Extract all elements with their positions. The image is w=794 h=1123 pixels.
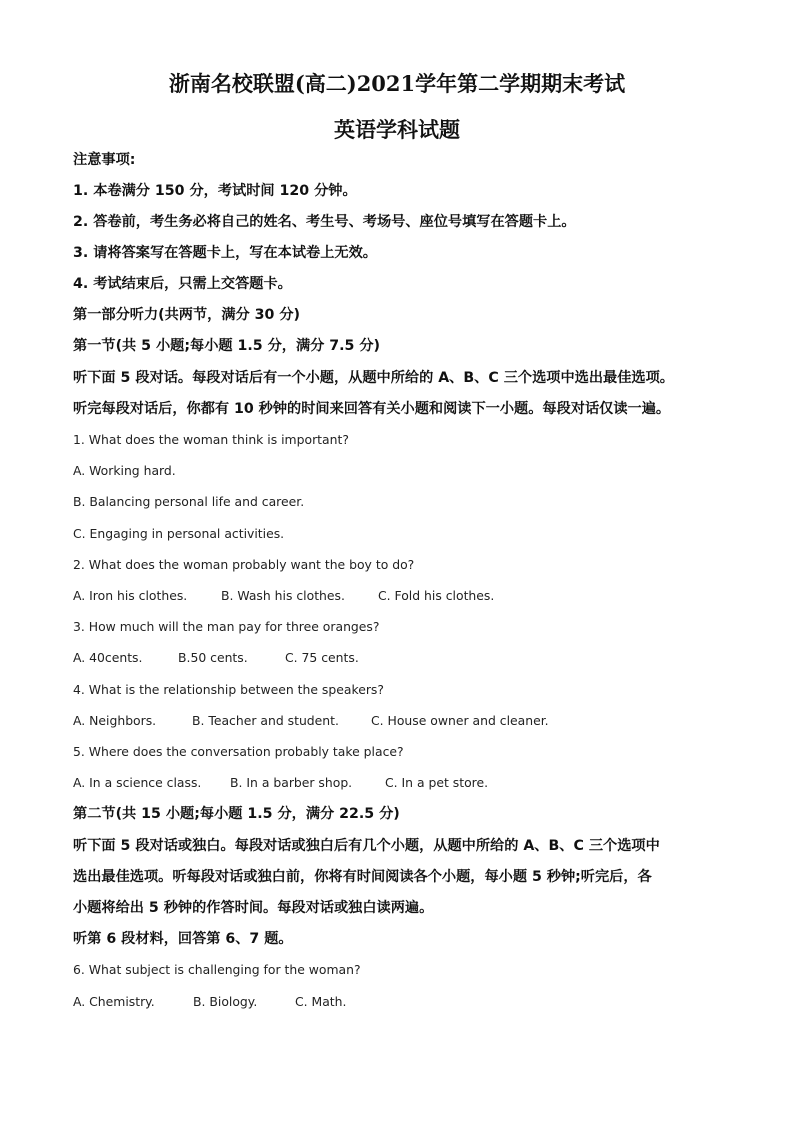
q3-option-a: A. 40cents. bbox=[73, 650, 143, 665]
q5-option-b: B. In a barber shop. bbox=[230, 775, 353, 790]
question-2: 2. What does the woman probably want the boy to do? bbox=[73, 557, 415, 572]
question-3: 3. How much will the man pay for three oranges? bbox=[73, 619, 380, 634]
material-instruction: 听第 6 段材料，回答第 6、7 题。 bbox=[73, 931, 293, 947]
q5-options bbox=[73, 773, 488, 793]
question-6: 6. What subject is challenging for the woman? bbox=[73, 962, 361, 977]
q3-options bbox=[73, 648, 359, 668]
note-item: 4. 考试结束后，只需上交答题卡。 bbox=[73, 276, 292, 292]
page-title: 浙南名校联盟(高二)2021学年第二学期期末考试 bbox=[168, 71, 626, 96]
question-1: 1. What does the woman think is important? bbox=[73, 432, 349, 447]
section2-instruction: 小题将给出 5 秒钟的作答时间。每段对话或独白读两遍。 bbox=[73, 900, 434, 916]
section1-instruction: 听下面 5 段对话。每段对话后有一个小题，从题中所给的 A、B、C 三个选项中选出最佳选项。 bbox=[73, 370, 674, 386]
question-5: 5. Where does the conversation probably take place? bbox=[73, 744, 404, 759]
part1-heading: 第一部分听力(共两节，满分 30 分) bbox=[73, 307, 301, 323]
page-subtitle: 英语学科试题 bbox=[334, 117, 460, 142]
section1-instruction: 听完每段对话后，你都有 10 秒钟的时间来回答有关小题和阅读下一小题。每段对话仅读一遍。 bbox=[73, 401, 671, 417]
q6-option-b: B. Biology. bbox=[193, 994, 258, 1009]
q4-option-b: B. Teacher and student. bbox=[192, 713, 339, 728]
q1-option-c: C. Engaging in personal activities. bbox=[73, 526, 285, 541]
q4-option-c: C. House owner and cleaner. bbox=[371, 713, 549, 728]
q6-option-c: C. Math. bbox=[295, 994, 347, 1009]
q3-option-b: B.50 cents. bbox=[178, 650, 248, 665]
section2-instruction: 听下面 5 段对话或独白。每段对话或独白后有几个小题，从题中所给的 A、B、C 三个选项中 bbox=[73, 838, 660, 854]
q2-options bbox=[73, 586, 494, 606]
section2-instruction: 选出最佳选项。听每段对话或独白前，你将有时间阅读各个小题，每小题 5 秒钟;听完后，各 bbox=[73, 869, 652, 885]
section1-heading: 第一节(共 5 小题;每小题 1.5 分，满分 7.5 分) bbox=[73, 338, 381, 354]
q4-options bbox=[73, 711, 549, 731]
q6-options bbox=[73, 992, 346, 1012]
q2-option-a: A. Iron his clothes. bbox=[73, 588, 188, 603]
q1-option-b: B. Balancing personal life and career. bbox=[73, 494, 305, 509]
q2-option-c: C. Fold his clothes. bbox=[378, 588, 495, 603]
section2-heading: 第二节(共 15 小题;每小题 1.5 分，满分 22.5 分) bbox=[73, 806, 400, 822]
q1-option-a: A. Working hard. bbox=[73, 463, 176, 478]
note-item: 1. 本卷满分 150 分，考试时间 120 分钟。 bbox=[73, 183, 357, 199]
note-item: 3. 请将答案写在答题卡上，写在本试卷上无效。 bbox=[73, 245, 377, 261]
q4-option-a: A. Neighbors. bbox=[73, 713, 157, 728]
q3-option-c: C. 75 cents. bbox=[285, 650, 359, 665]
notes-heading: 注意事项: bbox=[73, 152, 136, 168]
q2-option-b: B. Wash his clothes. bbox=[221, 588, 345, 603]
q6-option-a: A. Chemistry. bbox=[73, 994, 155, 1009]
question-4: 4. What is the relationship between the speakers? bbox=[73, 682, 384, 697]
q5-option-a: A. In a science class. bbox=[73, 775, 202, 790]
q5-option-c: C. In a pet store. bbox=[385, 775, 489, 790]
note-item: 2. 答卷前，考生务必将自己的姓名、考生号、考场号、座位号填写在答题卡上。 bbox=[73, 214, 576, 230]
